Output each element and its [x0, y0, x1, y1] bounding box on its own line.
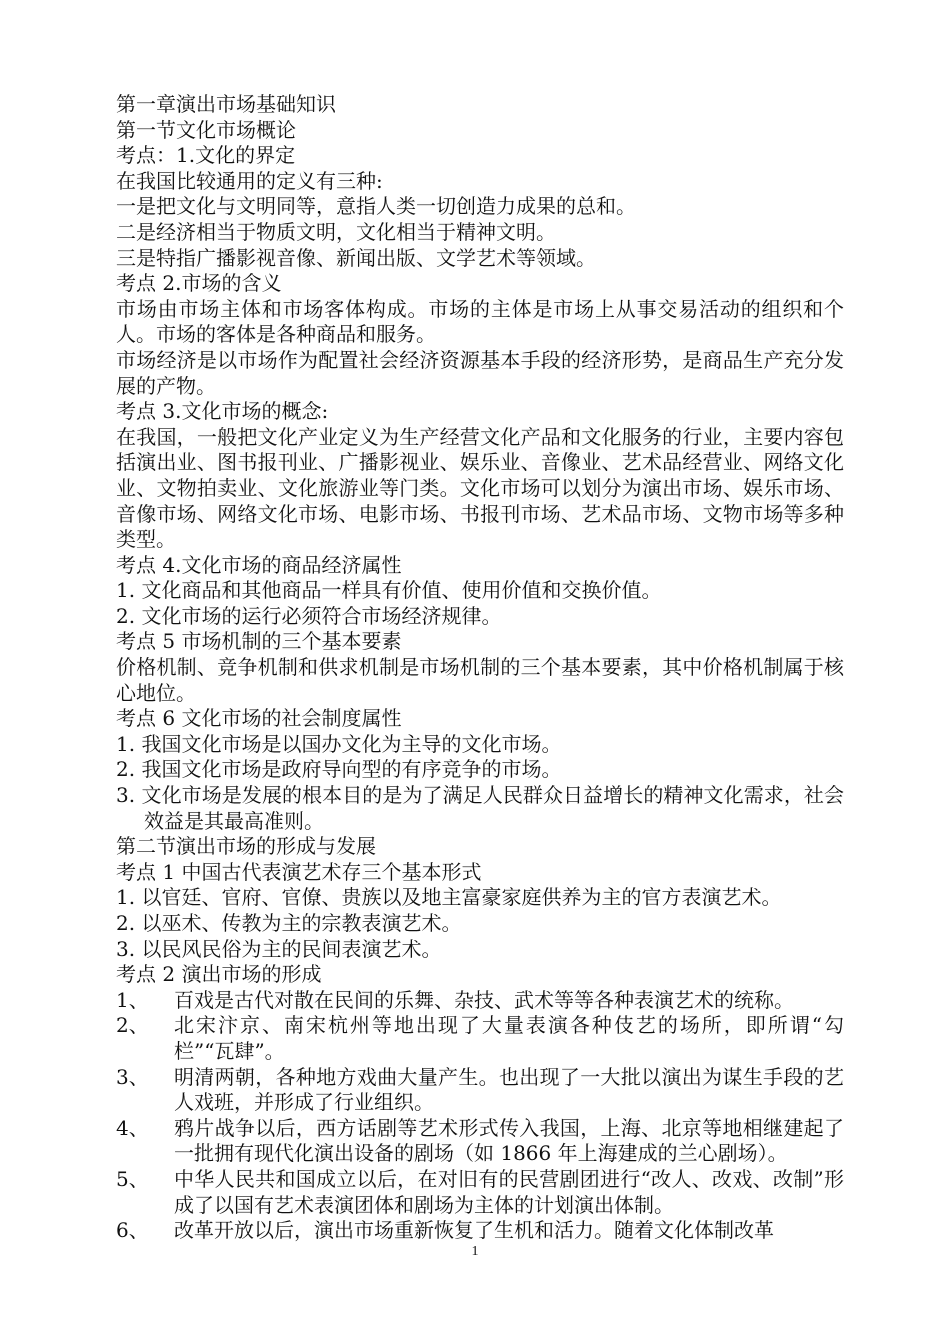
paragraph: 三是特指广播影视音像、新闻出版、文学艺术等领域。: [116, 245, 596, 270]
page-number: 1: [471, 1244, 479, 1259]
paragraph: 二是经济相当于物质文明，文化相当于精神文明。: [116, 219, 556, 244]
list-item: 2. 文化市场的运行必须符合市场经济规律。: [116, 603, 502, 628]
history-item: [116, 1116, 844, 1167]
section-title: 第二节演出市场的形成与发展: [116, 834, 376, 859]
history-item-number: 1、: [116, 987, 149, 1012]
history-item: [116, 1065, 844, 1116]
history-item-text: 中华人民共和国成立以后，在对旧有的民营剧团进行“改人、改戏、改制”形成了以国有艺术表演团体和剧场为主体的计划演出体制。: [174, 1166, 844, 1217]
history-item-text: 改革开放以后，演出市场重新恢复了生机和活力。随着文化体制改革: [174, 1218, 774, 1243]
history-item: [116, 1218, 844, 1244]
list-item: 3. 以民风民俗为主的民间表演艺术。: [116, 936, 442, 961]
history-item-number: 6、: [116, 1218, 149, 1243]
paragraph: 在我国，一般把文化产业定义为生产经营文化产品和文化服务的行业，主要内容包括演出业、图书报刊业、广播影视业、娱乐业、音像业、艺术品经营业、网络文化业、文物拍卖业、文化旅游业等门类。文化市场可以划分为演出市场、娱乐市场、音像市场、网络文化市场、电影市场、书报刊市场、艺术品市场、文物市场等多种类型。: [116, 424, 844, 552]
list-item: 2. 以巫术、传教为主的宗教表演艺术。: [116, 911, 462, 935]
list-item: 2. 我国文化市场是政府导向型的有序竞争的市场。: [116, 757, 562, 782]
chapter-title: 第一章演出市场基础知识: [116, 92, 336, 116]
paragraph: 市场由市场主体和市场客体构成。市场的主体是市场上从事交易活动的组织和个人。市场的客体是各种商品和服务。: [116, 296, 844, 347]
point-heading: 考点 1 中国古代表演艺术存三个基本形式: [116, 859, 482, 884]
list-item: 1. 以官廷、官府、官僚、贵族以及地主富豪家庭供养为主的官方表演艺术。: [116, 885, 782, 910]
list-item: 1. 我国文化市场是以国办文化为主导的文化市场。: [116, 731, 562, 756]
list-item: 3. 文化市场是发展的根本目的是为了满足人民群众日益增长的精神文化需求，社会效益是其最高准则。: [116, 783, 844, 833]
history-item-text: 明清两朝，各种地方戏曲大量产生。也出现了一大批以演出为谋生手段的艺人戏班，并形成了行业组织。: [174, 1064, 844, 1115]
history-item: [116, 988, 844, 1014]
paragraph: 价格机制、竞争机制和供求机制是市场机制的三个基本要素，其中价格机制属于核心地位。: [116, 655, 844, 705]
history-item-number: 4、: [116, 1115, 149, 1140]
point-heading: 考点 4.文化市场的商品经济属性: [116, 552, 402, 577]
point-heading: 考点 6 文化市场的社会制度属性: [116, 706, 402, 731]
list-item: 1. 文化商品和其他商品一样具有价值、使用价值和交换价值。: [116, 578, 662, 603]
section-title: 第一节文化市场概论: [116, 117, 296, 142]
point-heading: 考点 2.市场的含义: [116, 271, 282, 296]
paragraph: 一是把文化与文明同等，意指人类一切创造力成果的总和。: [116, 194, 636, 219]
point-heading: 考点 5 市场机制的三个基本要素: [116, 629, 402, 654]
point-heading: 考点 3.文化市场的概念:: [116, 399, 329, 424]
history-item-text: 鸦片战争以后，西方话剧等艺术形式传入我国，上海、北京等地相继建起了一批拥有现代化演出设备的剧场（如 1866 年上海建成的兰心剧场）。: [174, 1115, 844, 1166]
paragraph: 在我国比较通用的定义有三种:: [116, 168, 383, 193]
paragraph: 市场经济是以市场作为配置社会经济资源基本手段的经济形势，是商品生产充分发展的产物。: [116, 347, 844, 398]
point-heading: 考点 2 演出市场的形成: [116, 962, 322, 987]
history-item-text: 北宋汴京、南宋杭州等地出现了大量表演各种伎艺的场所，即所谓“勾栏”“瓦肆”。: [174, 1013, 844, 1063]
history-item-number: 3、: [116, 1064, 149, 1089]
history-item: [116, 1167, 844, 1218]
history-item-number: 2、: [116, 1013, 149, 1038]
history-item: [116, 1013, 844, 1064]
document-body: [116, 92, 844, 1244]
history-item-number: 5、: [116, 1166, 149, 1191]
point-heading: 考点：1.文化的界定: [116, 143, 296, 168]
history-item-text: 百戏是古代对散在民间的乐舞、杂技、武术等等各种表演艺术的统称。: [174, 987, 794, 1012]
